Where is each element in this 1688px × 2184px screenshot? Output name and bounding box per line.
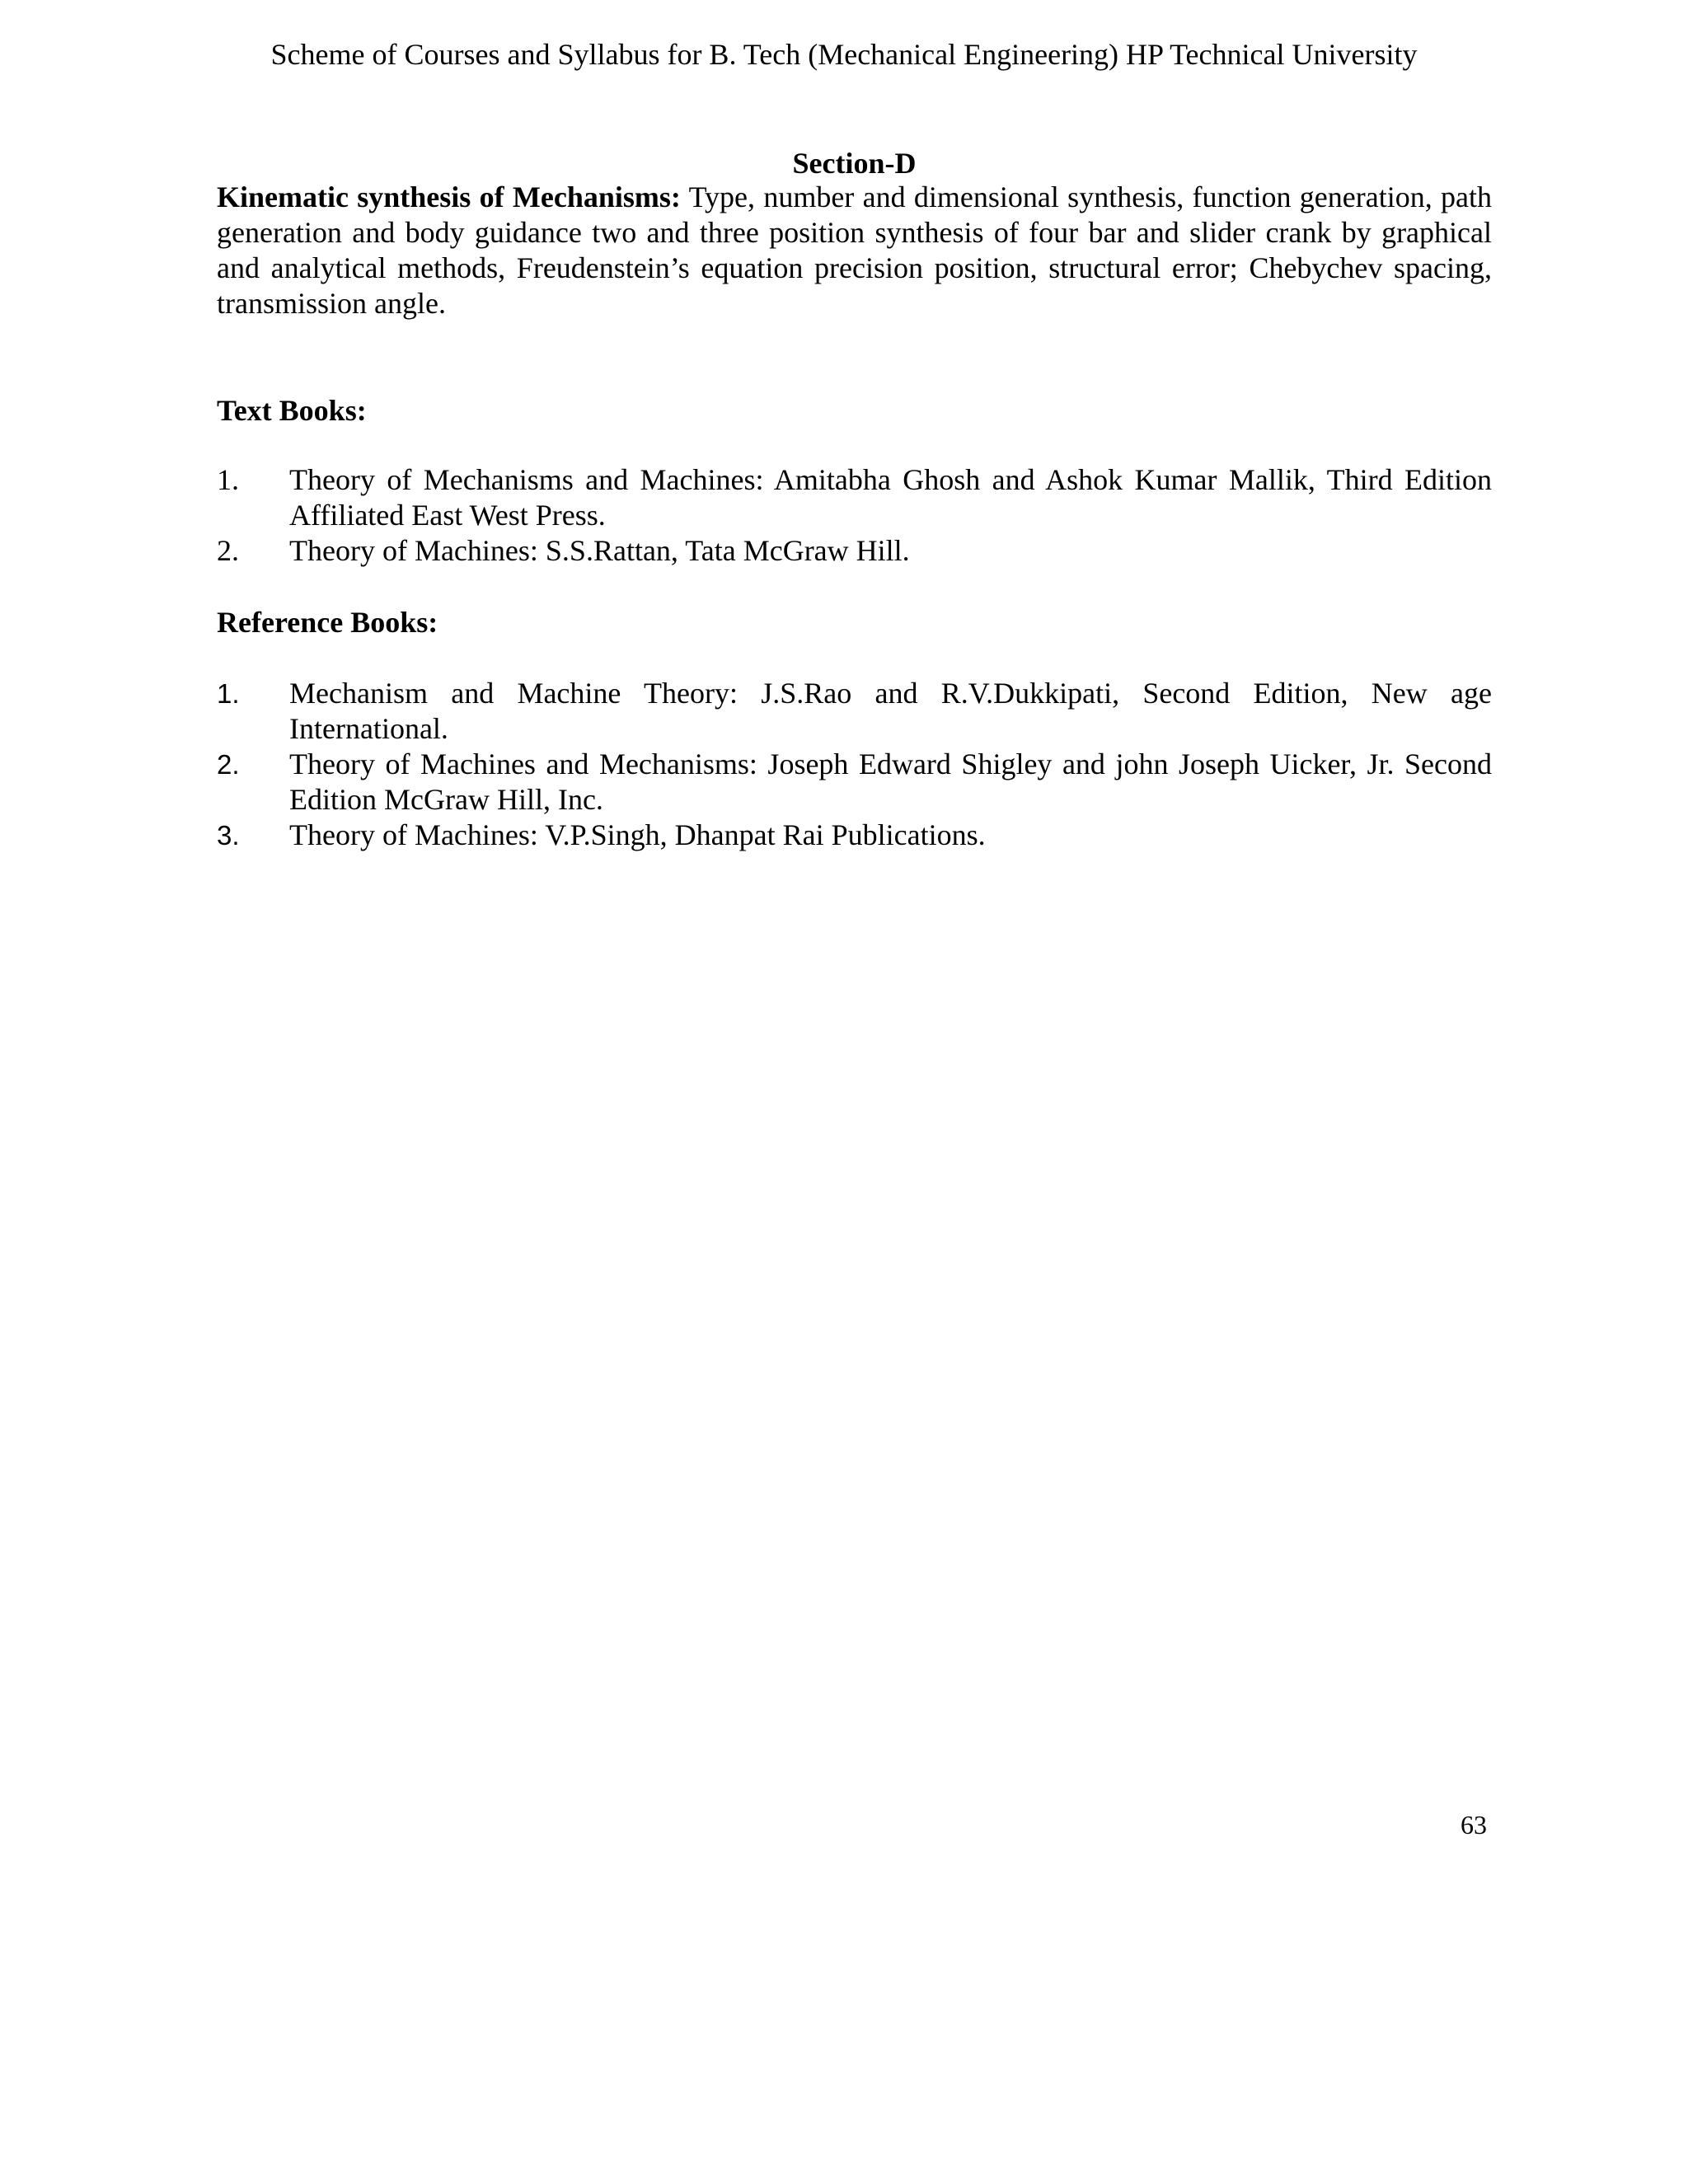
- list-item: [217, 747, 1492, 818]
- list-item: [217, 462, 1492, 533]
- text-books-list: [217, 462, 1492, 569]
- list-item: [217, 533, 1492, 569]
- item-number: 3.: [217, 820, 240, 851]
- item-text: Theory of Machines and Mechanisms: Joseph Edward Shigley and john Joseph Uicker, Jr. Second Edition McGraw Hill, Inc.: [289, 748, 1492, 816]
- page-number: 63: [1461, 1810, 1487, 1840]
- item-text: Theory of Machines: V.P.Singh, Dhanpat Rai Publications.: [289, 818, 986, 851]
- item-text: Mechanism and Machine Theory: J.S.Rao and R.V.Dukkipati, Second Edition, New age International.: [289, 677, 1492, 745]
- item-text: Theory of Machines: S.S.Rattan, Tata McGraw Hill.: [289, 534, 910, 567]
- topic-heading: Kinematic synthesis of Mechanisms:: [217, 180, 681, 213]
- reference-books-heading: Reference Books:: [217, 606, 438, 639]
- item-number: 1.: [217, 678, 240, 709]
- section-title: Section-D: [792, 147, 917, 180]
- item-number: 1.: [217, 463, 239, 496]
- list-item: [217, 676, 1492, 747]
- topic-body: Type, number and dimensional synthesis, function generation, path generation and body guidance two and three position synthesis of four bar and slider crank by graphical and analytical methods, Freudenstein’s equation precision position, structural error; Chebychev spacing, transmission angle.: [217, 180, 1493, 320]
- text-books-heading: Text Books:: [217, 394, 367, 427]
- item-number: 2.: [217, 749, 240, 780]
- item-number: 2.: [217, 534, 239, 567]
- reference-books-list: [217, 676, 1492, 853]
- item-text: Theory of Mechanisms and Machines: Amitabha Ghosh and Ashok Kumar Mallik, Third Edition Affiliated East West Press.: [289, 463, 1492, 532]
- list-item: [217, 818, 1492, 853]
- page-header: Scheme of Courses and Syllabus for B. Tech (Mechanical Engineering) HP Technical University: [270, 38, 1418, 71]
- section-paragraph: [217, 180, 1492, 321]
